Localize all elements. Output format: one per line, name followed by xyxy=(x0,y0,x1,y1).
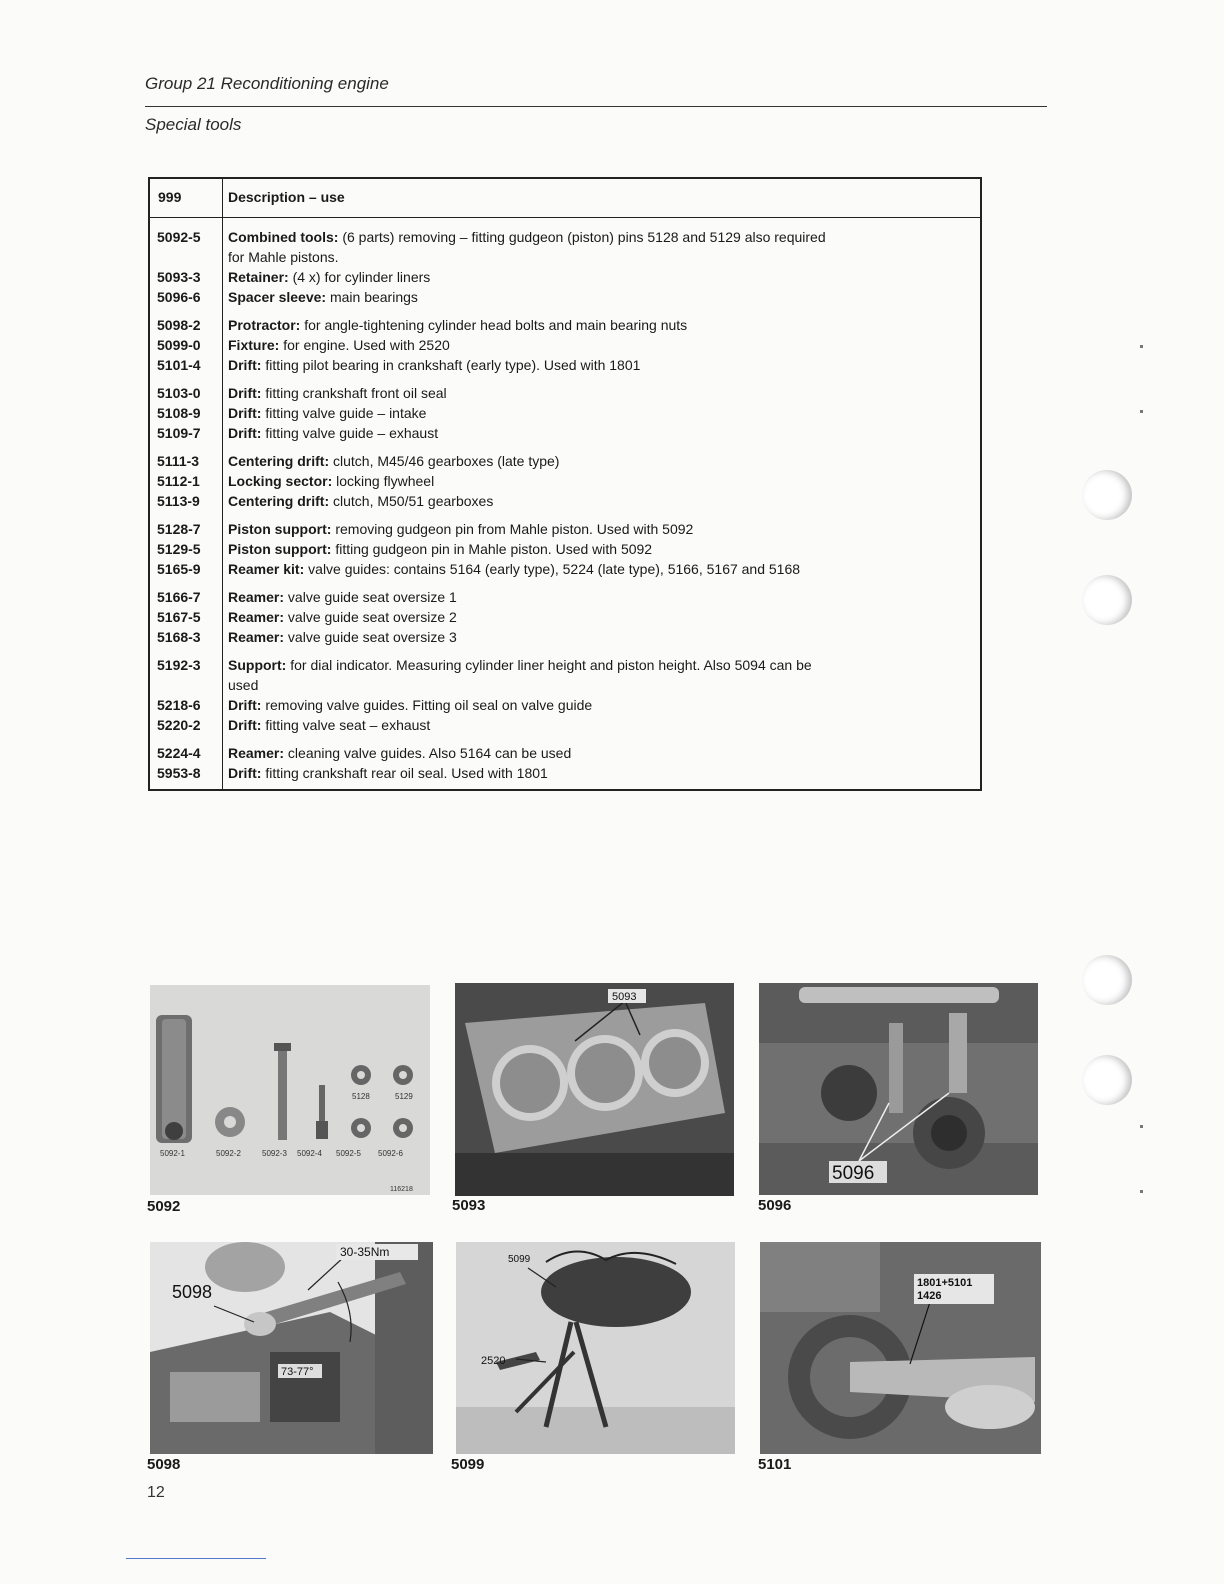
tool-group xyxy=(150,451,980,511)
tool-name: Retainer: xyxy=(228,269,289,285)
caption-5093: 5093 xyxy=(452,1197,486,1214)
tool-group xyxy=(150,315,980,375)
tool-name: Centering drift: xyxy=(228,453,330,469)
tool-number-empty xyxy=(150,247,222,267)
margin-speck xyxy=(1140,1190,1143,1193)
tool-description xyxy=(222,539,980,559)
tool-number: 5128-7 xyxy=(157,521,201,537)
tool-name: Spacer sleeve: xyxy=(228,289,327,305)
caption-5101: 5101 xyxy=(758,1456,792,1473)
label-5129: 5129 xyxy=(395,1092,413,1101)
photo-5098 xyxy=(150,1242,433,1454)
tool-number: 5165-9 xyxy=(157,561,201,577)
tool-use: for engine. Used with 2520 xyxy=(279,337,450,353)
tool-description xyxy=(222,355,980,375)
tool-description-continued: used xyxy=(228,677,259,693)
margin-speck xyxy=(1140,345,1143,348)
header-divider xyxy=(150,217,980,218)
tool-name: Support: xyxy=(228,657,287,673)
tool-description xyxy=(222,287,980,307)
tool-group xyxy=(150,655,980,735)
tool-use: fitting crankshaft front oil seal xyxy=(261,385,447,401)
tool-name: Drift: xyxy=(228,717,262,733)
punch-hole xyxy=(1082,575,1132,625)
table-body xyxy=(150,227,980,791)
tool-name: Drift: xyxy=(228,405,262,421)
tool-group xyxy=(150,587,980,647)
tool-number: 5092-5 xyxy=(157,229,201,245)
page-number: 12 xyxy=(147,1484,165,1501)
tool-description xyxy=(222,607,980,627)
tool-description xyxy=(222,519,980,539)
tool-name: Reamer: xyxy=(228,745,285,761)
tool-name: Centering drift: xyxy=(228,493,330,509)
table-row xyxy=(150,743,980,763)
tool-number: 5167-5 xyxy=(157,609,201,625)
page-header: Group 21 Reconditioning engine xyxy=(145,74,389,93)
table-row xyxy=(150,655,980,675)
tool-use: fitting valve seat – exhaust xyxy=(261,717,431,733)
photo-5096 xyxy=(759,983,1038,1195)
tool-description xyxy=(222,743,980,763)
tool-use: valve guides: contains 5164 (early type), 5224 (late type), 5166, 5167 and 5168 xyxy=(304,561,801,577)
tool-name: Locking sector: xyxy=(228,473,333,489)
caption-5096: 5096 xyxy=(758,1197,792,1214)
label-torque: 30-35Nm xyxy=(340,1245,390,1259)
margin-speck xyxy=(1140,410,1143,413)
tool-number: 5218-6 xyxy=(157,697,201,713)
tool-description xyxy=(222,451,980,471)
tool-name: Drift: xyxy=(228,697,262,713)
tool-number: 5099-0 xyxy=(157,337,201,353)
photo-5093 xyxy=(455,983,734,1196)
table-row xyxy=(150,471,980,491)
tool-description xyxy=(222,315,980,335)
tool-name: Piston support: xyxy=(228,521,332,537)
header-rule xyxy=(145,106,1047,107)
tool-name: Reamer kit: xyxy=(228,561,305,577)
tool-use: cleaning valve guides. Also 5164 can be used xyxy=(284,745,572,761)
tool-name: Fixture: xyxy=(228,337,280,353)
tool-number: 5103-0 xyxy=(157,385,201,401)
tool-number: 5101-4 xyxy=(157,357,201,373)
table-row xyxy=(150,763,980,783)
tool-use: fitting pilot bearing in crankshaft (early type). Used with 1801 xyxy=(261,357,641,373)
tool-description xyxy=(222,227,980,247)
tool-description xyxy=(222,655,980,675)
punch-hole xyxy=(1082,955,1132,1005)
tool-number: 5111-3 xyxy=(157,453,200,469)
label-5092-5: 5092-5 xyxy=(336,1149,361,1158)
tool-name: Combined tools: xyxy=(228,229,339,245)
tool-use: fitting gudgeon pin in Mahle piston. Used with 5092 xyxy=(331,541,653,557)
tool-description xyxy=(222,715,980,735)
label-1801-5101: 1801+5101 xyxy=(917,1277,973,1289)
table-row xyxy=(150,587,980,607)
table-row xyxy=(150,491,980,511)
label-5092-3: 5092-3 xyxy=(262,1149,287,1158)
table-row-continuation xyxy=(150,247,980,267)
tool-name: Protractor: xyxy=(228,317,301,333)
label-1426: 1426 xyxy=(917,1290,942,1302)
table-row xyxy=(150,627,980,647)
caption-5099: 5099 xyxy=(451,1456,485,1473)
tool-number: 5129-5 xyxy=(157,541,201,557)
tool-description xyxy=(222,587,980,607)
photo-5101 xyxy=(760,1242,1041,1454)
label-5096: 5096 xyxy=(832,1163,875,1184)
label-5092-2: 5092-2 xyxy=(216,1149,241,1158)
tool-use: (6 parts) removing – fitting gudgeon (piston) pins 5128 and 5129 also required xyxy=(338,229,826,245)
tool-number: 5109-7 xyxy=(157,425,201,441)
label-5098: 5098 xyxy=(172,1282,213,1302)
tool-number: 5112-1 xyxy=(157,473,200,489)
tool-use: clutch, M45/46 gearboxes (late type) xyxy=(329,453,560,469)
label-5092-1: 5092-1 xyxy=(160,1149,185,1158)
table-row xyxy=(150,607,980,627)
table-row xyxy=(150,695,980,715)
label-5092-4: 5092-4 xyxy=(297,1149,322,1158)
margin-speck xyxy=(1140,1125,1143,1128)
footer-line xyxy=(126,1558,266,1559)
label-2520: 2520 xyxy=(481,1355,506,1367)
tool-description xyxy=(222,559,980,579)
tool-description xyxy=(222,491,980,511)
tool-number: 5220-2 xyxy=(157,717,201,733)
tool-name: Piston support: xyxy=(228,541,332,557)
table-row xyxy=(150,559,980,579)
tool-use: clutch, M50/51 gearboxes xyxy=(329,493,494,509)
photo-code: 116218 xyxy=(390,1186,413,1193)
table-row xyxy=(150,383,980,403)
tool-use: fitting valve guide – exhaust xyxy=(261,425,439,441)
tool-name: Drift: xyxy=(228,357,262,373)
table-row xyxy=(150,539,980,559)
tool-description xyxy=(222,335,980,355)
tool-group xyxy=(150,743,980,783)
tool-number: 5113-9 xyxy=(157,493,200,509)
section-title: Special tools xyxy=(145,115,242,134)
tool-group xyxy=(150,227,980,307)
label-5093: 5093 xyxy=(612,991,637,1003)
tool-number: 5166-7 xyxy=(157,589,201,605)
caption-5098: 5098 xyxy=(147,1456,181,1473)
tool-name: Reamer: xyxy=(228,589,285,605)
tool-number: 5108-9 xyxy=(157,405,201,421)
tool-name: Drift: xyxy=(228,425,262,441)
table-row xyxy=(150,519,980,539)
tool-description xyxy=(222,423,980,443)
tool-description xyxy=(222,383,980,403)
tool-number: 5224-4 xyxy=(157,745,201,761)
table-row xyxy=(150,355,980,375)
tool-name: Drift: xyxy=(228,385,262,401)
table-row xyxy=(150,403,980,423)
tool-use: valve guide seat oversize 2 xyxy=(284,609,457,625)
label-angle: 73-77° xyxy=(281,1366,314,1378)
tool-number: 5168-3 xyxy=(157,629,201,645)
table-row xyxy=(150,267,980,287)
punch-hole xyxy=(1082,470,1132,520)
label-5092-6: 5092-6 xyxy=(378,1149,403,1158)
caption-5092: 5092 xyxy=(147,1198,181,1215)
tool-description xyxy=(222,763,980,783)
tool-description xyxy=(222,695,980,715)
tool-use: for dial indicator. Measuring cylinder liner height and piston height. Also 5094 can be xyxy=(286,657,812,673)
tool-group xyxy=(150,383,980,443)
tool-description xyxy=(222,267,980,287)
photo-5092 xyxy=(150,985,430,1195)
label-5128: 5128 xyxy=(352,1092,370,1101)
tool-description-continued: for Mahle pistons. xyxy=(228,249,339,265)
tool-name: Drift: xyxy=(228,765,262,781)
label-5099: 5099 xyxy=(508,1254,531,1265)
tool-group xyxy=(150,519,980,579)
table-row xyxy=(150,315,980,335)
tool-name: Reamer: xyxy=(228,629,285,645)
table-row xyxy=(150,335,980,355)
tool-number: 5098-2 xyxy=(157,317,201,333)
tool-number-empty xyxy=(150,675,222,695)
tool-description xyxy=(222,403,980,423)
tool-description xyxy=(222,471,980,491)
tool-number: 5192-3 xyxy=(157,657,201,673)
tool-use: locking flywheel xyxy=(332,473,435,489)
tool-use: for angle-tightening cylinder head bolts and main bearing nuts xyxy=(300,317,688,333)
tool-use: main bearings xyxy=(326,289,418,305)
tool-use: (4 x) for cylinder liners xyxy=(288,269,431,285)
tool-description xyxy=(222,627,980,647)
tool-use: removing valve guides. Fitting oil seal on valve guide xyxy=(261,697,593,713)
photo-5099 xyxy=(456,1242,735,1454)
punch-hole xyxy=(1082,1055,1132,1105)
tool-use: valve guide seat oversize 3 xyxy=(284,629,457,645)
table-row xyxy=(150,227,980,247)
table-row xyxy=(150,715,980,735)
tool-number: 5093-3 xyxy=(157,269,201,285)
column-header-description: Description – use xyxy=(228,189,345,205)
tool-use: fitting valve guide – intake xyxy=(261,405,427,421)
column-header-number: 999 xyxy=(158,189,182,205)
tool-use: removing gudgeon pin from Mahle piston. Used with 5092 xyxy=(331,521,694,537)
tool-number: 5953-8 xyxy=(157,765,201,781)
table-row-continuation xyxy=(150,675,980,695)
table-row xyxy=(150,423,980,443)
special-tools-table xyxy=(148,177,982,791)
table-row xyxy=(150,451,980,471)
tool-number: 5096-6 xyxy=(157,289,201,305)
table-row xyxy=(150,287,980,307)
tool-name: Reamer: xyxy=(228,609,285,625)
tool-use: fitting crankshaft rear oil seal. Used with 1801 xyxy=(261,765,548,781)
tool-use: valve guide seat oversize 1 xyxy=(284,589,457,605)
